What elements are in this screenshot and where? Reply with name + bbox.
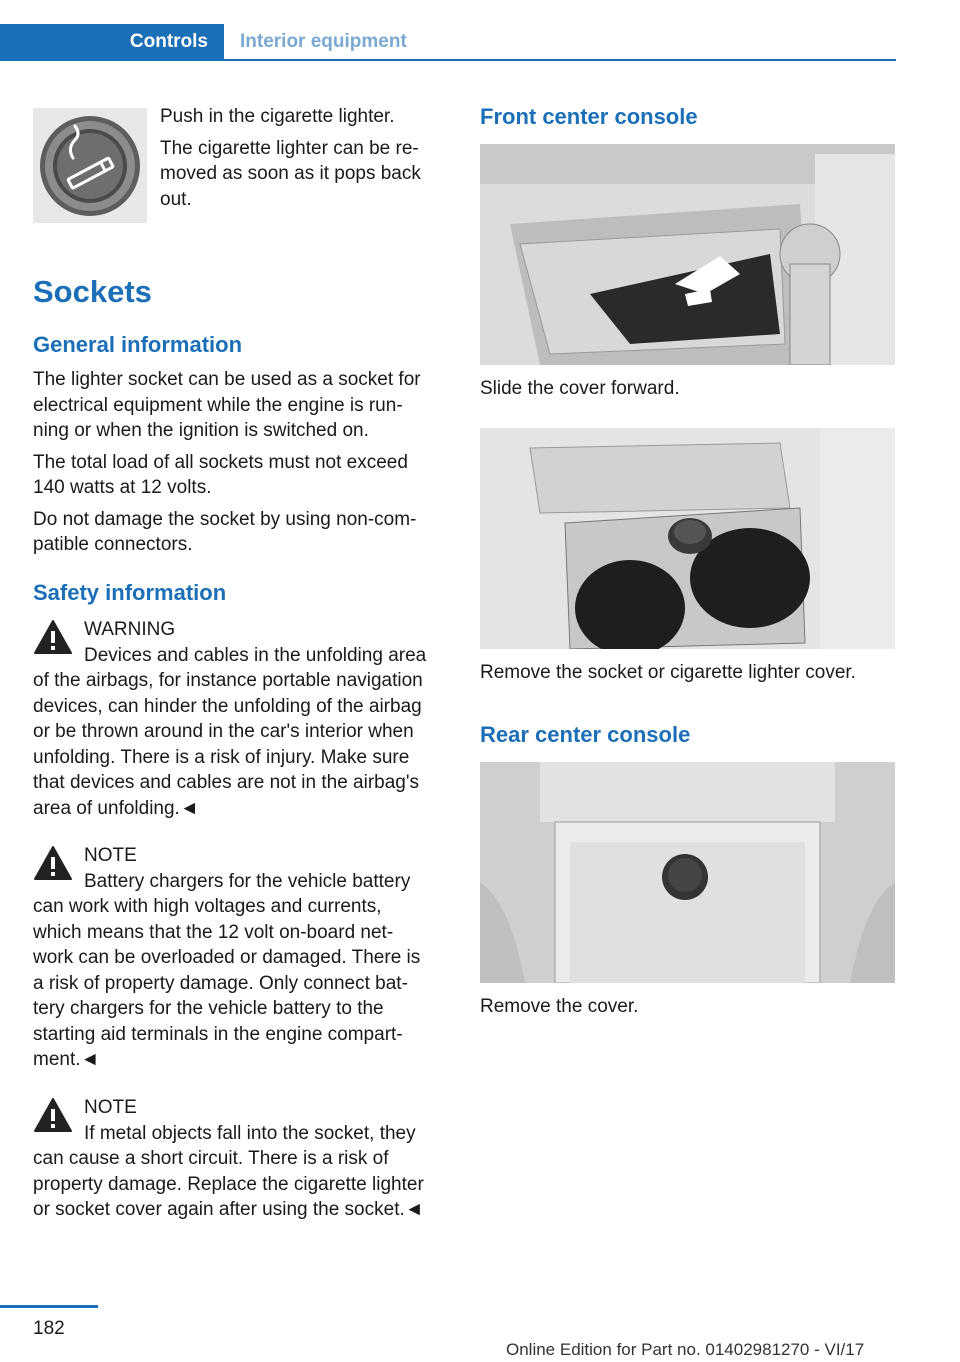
warning-triangle-icon [33, 1097, 73, 1133]
text-line: unfolding. There is a risk of injury. Make sure [33, 746, 410, 768]
footer-rule [0, 1305, 98, 1308]
safety-info-heading: Safety information [33, 580, 227, 605]
warning-first-line: Devices and cables in the unfolding area [84, 644, 427, 666]
general-info-heading: General information [33, 332, 243, 357]
lighter-text [160, 104, 450, 212]
warning-triangle-icon [33, 845, 73, 881]
lighter-step: Push in the cigarette lighter. [160, 106, 395, 127]
general-info-body [33, 367, 453, 558]
chapter-tab: Interior equipment [240, 31, 407, 52]
text-line: area of unfolding.◄ [33, 797, 199, 819]
front-console-cupholder-image [480, 428, 895, 649]
text-line: a risk of property damage. Only connect bat‐ [33, 972, 408, 994]
text-line: electrical equipment while the engine is run‐ [33, 394, 403, 416]
section-tab [0, 24, 224, 60]
section-label: Controls [129, 31, 208, 52]
text-line: or be thrown around in the car's interior when [33, 721, 414, 742]
front-caption-1: Slide the cover forward. [480, 378, 680, 399]
note-text [33, 1146, 453, 1223]
text-line: of the airbags, for instance portable navigation [33, 670, 423, 691]
rear-console-heading: Rear center console [480, 722, 691, 747]
page-number: 182 [33, 1318, 65, 1339]
general-para-1 [33, 367, 453, 444]
note-label: NOTE [84, 1097, 137, 1118]
text-line: or socket cover again after using the socket.◄ [33, 1199, 424, 1220]
front-caption-2: Remove the socket or cigarette lighter cover. [480, 662, 856, 683]
text-line: can cause a short circuit. There is a risk of [33, 1148, 389, 1169]
text-line: that devices and cables are not in the airbag's [33, 772, 419, 793]
rear-caption: Remove the cover. [480, 996, 639, 1017]
rear-console-image [480, 762, 895, 983]
front-console-cover-image [480, 144, 895, 365]
warning-label: WARNING [84, 619, 176, 640]
cigarette-lighter-icon [33, 108, 147, 223]
sockets-heading: Sockets [33, 274, 152, 309]
text-line: devices, can hinder the unfolding of the airbag [33, 695, 422, 717]
text-line: The lighter socket can be used as a socket for [33, 369, 421, 390]
text-line: can work with high voltages and currents, [33, 896, 382, 917]
lighter-note-line: out. [160, 188, 192, 210]
edition-note: Online Edition for Part no. 01402981270 - VI/17 [506, 1340, 865, 1359]
note-label: NOTE [84, 845, 137, 866]
note-block [33, 843, 448, 1073]
warning-block [33, 617, 448, 821]
header-rule [0, 59, 896, 61]
text-line: Do not damage the socket by using non-com‐ [33, 508, 417, 530]
warning-text [33, 668, 448, 821]
note-first-line: Battery chargers for the vehicle battery [84, 870, 411, 892]
note-first-line: If metal objects fall into the socket, they [84, 1122, 416, 1144]
general-para-3 [33, 507, 453, 558]
text-line: ment.◄ [33, 1049, 100, 1070]
text-line: The total load of all sockets must not exceed [33, 451, 408, 473]
lighter-note-line: moved as soon as it pops back [160, 163, 421, 184]
lighter-note [160, 136, 450, 213]
page-header [0, 24, 896, 62]
text-line: 140 watts at 12 volts. [33, 477, 212, 498]
text-line: property damage. Replace the cigarette lighter [33, 1173, 424, 1195]
note-block [33, 1095, 453, 1223]
warning-triangle-icon [33, 619, 73, 655]
lighter-note-line: The cigarette lighter can be re‐ [160, 137, 419, 159]
text-line: ning or when the ignition is switched on. [33, 420, 369, 441]
text-line: starting aid terminals in the engine compart‐ [33, 1023, 403, 1045]
front-console-heading: Front center console [480, 104, 698, 129]
text-line: which means that the 12 volt on-board net‐ [33, 921, 394, 943]
text-line: work can be overloaded or damaged. There is [33, 947, 421, 968]
general-para-2 [33, 450, 453, 501]
note-text [33, 894, 448, 1073]
text-line: tery chargers for the vehicle battery to the [33, 998, 384, 1019]
text-line: patible connectors. [33, 534, 193, 555]
